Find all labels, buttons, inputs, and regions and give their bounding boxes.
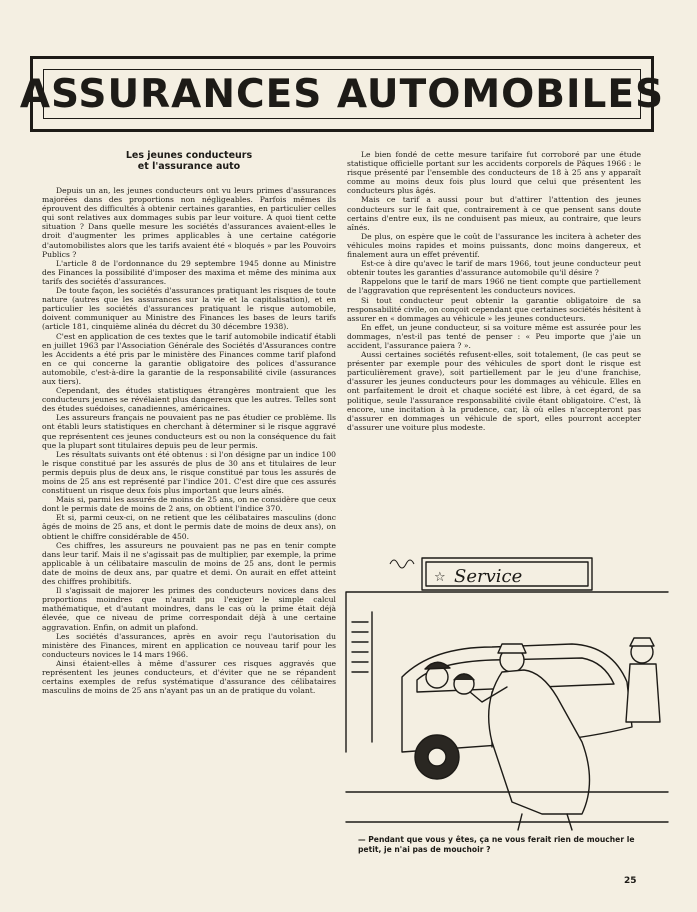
bystander-body [626,664,660,722]
paragraph: De toute façon, les sociétés d'assurances pratiquant les risques de toute nature (autres que les assurances sur la vie et la capitalisation), et en particulier les sociétés d'assurances pratiquant le risque automobile, doivent communiquer au Ministre des Finances les bases de leurs tarifs (article 181, cinquième alinéa du décret du 30 décembre 1938). [42,286,336,332]
paragraph: Si tout conducteur peut obtenir la garantie obligatoire de sa responsabilité civile, on conçoit cependant que certaines sociétés hésitent à assurer en « dommages au véhicule » les jeunes conducteurs. [347,295,641,323]
article-subheading [42,150,336,172]
artist-signature [390,560,414,568]
left-column [42,150,336,695]
right-column [347,150,641,432]
ground-line [346,792,668,822]
paragraph: En effet, un jeune conducteur, si sa voiture même est assurée pour les dommages, n'est-il pas tenté de penser : « Peu importe que j'aie un accident, l'assurance paiera ? ». [347,322,641,350]
title-frame [19,56,665,132]
paragraph: L'article 8 de l'ordonnance du 29 septembre 1945 donne au Ministre des Finances la possibilité d'imposer des maxima et même des minima aux tarifs des sociétés d'assurances. [42,258,336,286]
subheading-line-1: Les jeunes conducteurs [125,150,253,161]
service-sign-text: Service [454,566,523,587]
paragraph: De plus, on espère que le coût de l'assurance les incitera à acheter des véhicules moins rapides et moins puissants, donc moins dangereux, et finalement aura un effet préventif. [347,231,641,260]
attendant-cap [498,644,526,653]
paragraph: Les sociétés d'assurances, après en avoir reçu l'autorisation du ministère des Finances, mirent en application ce nouveau tarif pour les conducteurs novices le 14 mars 1966. [42,631,336,659]
paragraph: Et si, parmi ceux-ci, on ne retient que les célibataires masculins (donc âgés de moins de 25 ans, et dont le permis date de moins de deux ans), on obtient le chiffre considérable de 450. [42,513,336,541]
subheading-line-2: et l'assurance auto [137,161,241,172]
page-number: 25 [624,876,637,886]
paragraph: Ces chiffres, les assureurs ne pouvaient pas ne pas en tenir compte dans leur tarif. Mais il ne s'agissait pas de multiplier, par exemple, la prime applicable à un célibataire masculin de moins de 25 ans, dont le permis date de moins de deux ans, par quatre et demi. On aurait en effet atteint des chiffres prohibitifs. [42,540,336,587]
cartoon-illustration [342,552,672,834]
paragraph: Ainsi étaient-elles à même d'assurer ces risques aggravés que représentent les jeunes conducteurs, et d'éviter que ne se répandent certains exemples de refus systématique d'assurance des célibataires masculins de moins de 25 ans n'ayant pas un an de pratique du volant. [42,658,336,696]
paragraph: Mais si, parmi les assurés de moins de 25 ans, on ne considère que ceux dont le permis date de moins de 2 ans, on obtient l'indice 370. [42,495,336,514]
paragraph: Mais ce tarif a aussi pour but d'attirer l'attention des jeunes conducteurs sur le fait que, contrairement à ce que pensent sans doute certains d'entre eux, ils ne conduisent pas mieux, au contraire, que leurs aînés. [347,195,641,232]
bystander-cap [630,638,654,646]
paragraph: C'est en application de ces textes que le tarif automobile indicatif établi en juillet 1963 par l'Association Générale des Sociétés d'Assurances contre les Accidents a été pris par le ministère des Finances comme tarif plafond en ce qui concerne la garantie obligatoire des polices d'assurance automobile, c'est-à-dire la garantie de la responsabilité civile (assurances aux tiers). [42,331,336,386]
paragraph: Les résultats suivants ont été obtenus : si l'on désigne par un indice 100 le risque constitué par les assurés de plus de 30 ans et titulaires de leur permis depuis plus de deux ans, le risque constitué par tous les assurés de moins de 25 ans est représenté par l'indice 201. C'est dire que ces assurés constituent un risque deux fois plus important que leurs aînés. [42,449,336,496]
paragraph: Est-ce à dire qu'avec le tarif de mars 1966, tout jeune conducteur peut obtenir toutes les garanties d'assurance automobile qu'il désire ? [347,259,641,278]
paragraph: Les assureurs français ne pouvaient pas ne pas étudier ce problème. Ils ont établi leurs statistiques en cherchant à déterminer si le risque aggravé que représentent ces jeunes conducteurs est ou non la conséquence du fait que la plupart sont titulaires depuis peu de leur permis. [42,413,336,450]
paragraph: Depuis un an, les jeunes conducteurs ont vu leurs primes d'assurances majorées dans des proportions non négligeables. Parfois mêmes ils éprouvent des difficultés à obtenir certaines garanties, en particulier celles qui sont relatives aux dommages subis par leur voiture. A quoi tient cette situation ? Dans quelle mesure les sociétés d'assurances avaient-elles le droit d'augmenter les primes applicables à une certaine catégorie d'automobilistes alors que les tarifs avaient été « bloqués » par les Pouvoirs Publics ? [42,186,336,259]
title-inner-frame [19,69,665,119]
paragraph: Rappelons que le tarif de mars 1966 ne tient compte que partiellement de l'aggravation que représentent les conducteurs novices. [347,277,641,296]
paragraph: Il s'agissait de majorer les primes des conducteurs novices dans des proportions moindres que n'aurait pu l'exiger le simple calcul mathématique, et d'autant moindres, dans le cas où la prime était déjà élevée, que ce niveau de prime correspondait déjà à une certaine aggravation. Enfin, on admit un plafond. [42,586,336,632]
star-icon: ☆ [434,570,446,585]
page-title: ASSURANCES AUTOMOBILES [19,71,665,117]
car-hubcap [428,748,446,766]
paragraph: Aussi certaines sociétés refusent-elles, soit totalement, (le cas peut se présenter par exemple pour des véhicules de sport dont le risque est particulièrement grave), soit partiellement par le jeu d'une franchise, d'assurer les jeunes conducteurs pour les dommages au véhicule. Elles en ont parfaitement le droit et chaque société est libre, à cet égard, de sa politique, seule l'assurance responsabilité civile étant obligatoire. C'est, là encore, une incitation à la prudence, car, là où elles n'accepteront pas d'assurer en dommages un véhicule de sport, elles pourront accepter d'assurer une voiture plus modeste. [347,350,641,432]
paragraph: Le bien fondé de cette mesure tarifaire fut corroboré par une étude statistique officielle portant sur les accidents corporels de Pâques 1966 : le risque présenté par l'ensemble des conducteurs de 18 à 25 ans y apparaît comme au moins deux fois plus lourd que celui que présentent les conducteurs plus âgés. [347,150,641,196]
paragraph: Cependant, des études statistiques étrangères montraient que les conducteurs jeunes se révélaient plus dangereux que les autres. Telles sont des études suédoises, canadiennes, américaines. [42,386,336,414]
cartoon-caption: — Pendant que vous y êtes, ça ne vous ferait rien de moucher le petit, je n'ai pas de mouchoir ? [358,835,635,854]
